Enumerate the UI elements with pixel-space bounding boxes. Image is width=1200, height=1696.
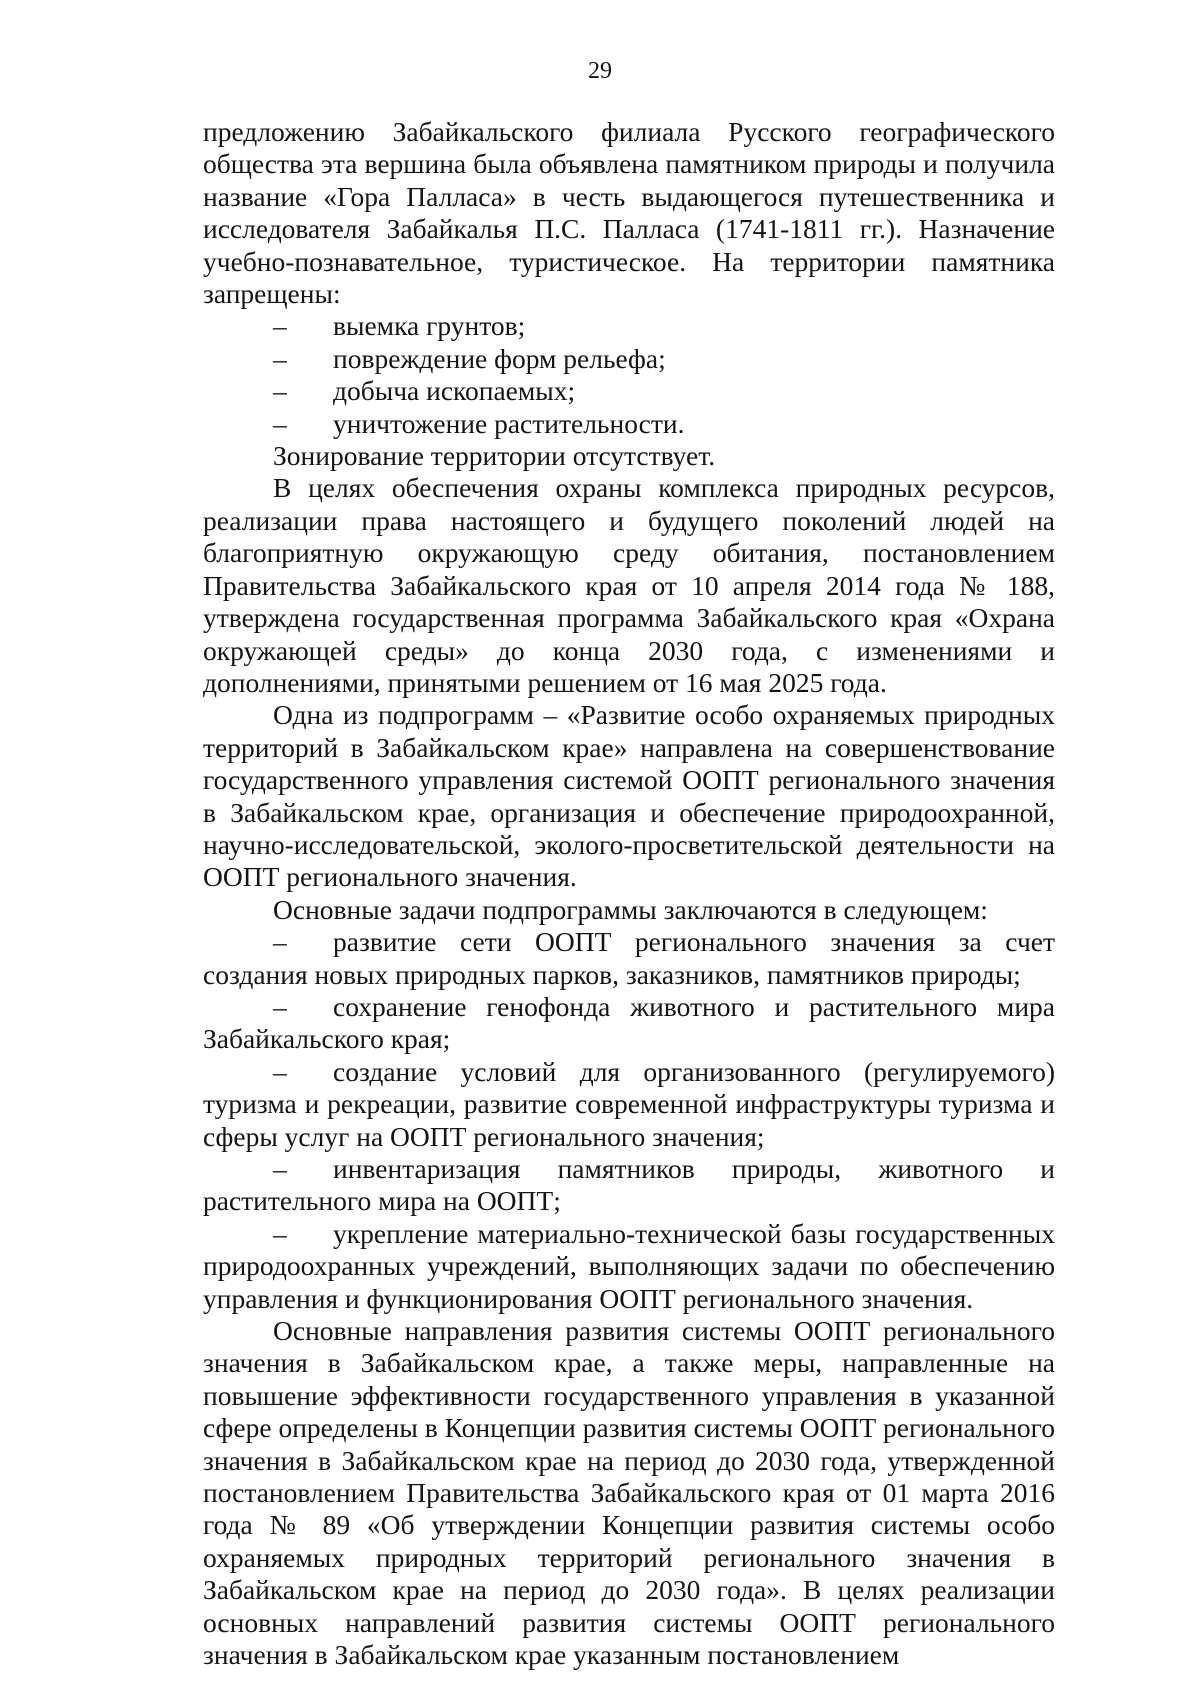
list-item-text: уничтожение растительности. — [333, 407, 685, 439]
list-item — [203, 408, 1055, 440]
list-item-text: создание условий для организованного (регулируемого) туризма и рекреации, развитие современной инфраструктуры туризма и сферы услуг на ООПТ регионального значения; — [203, 1055, 1055, 1152]
list-item-text: повреждение форм рельефа; — [333, 342, 666, 374]
list-item — [203, 1056, 1055, 1153]
paragraph: Одна из подпрограмм – «Развитие особо охраняемых природных территорий в Забайкальском крае» направлена на совершенствование государственного управления системой ООПТ регионального значения в Забайкальском крае, организация и обеспечение природоохранной, научно-исследовательской, эколого-просветительской деятельности на ООПТ регионального значения. — [203, 699, 1055, 893]
document-body — [203, 116, 1055, 1672]
paragraph: Основные задачи подпрограммы заключаются в следующем: — [273, 893, 988, 925]
list-dash: – — [273, 342, 287, 374]
list-dash: – — [273, 990, 287, 1022]
list-item-text: выемка грунтов; — [333, 310, 526, 342]
paragraph: В целях обеспечения охраны комплекса природных ресурсов, реализации права настоящего и будущего поколений людей на благоприятную окружающую среду обитания, постановлением Правительства Забайкальского края от 10 апреля 2014 года № 188, утверждена государственная программа Забайкальского края «Охрана окружающей среды» до конца 2030 года, с изменениями и дополнениями, принятыми решением от 16 мая 2025 года. — [203, 472, 1055, 698]
list-dash: – — [273, 926, 287, 958]
page-number: 29 — [588, 58, 612, 84]
list-item-text: инвентаризация памятников природы, животного и растительного мира на ООПТ; — [203, 1153, 1055, 1217]
list-item — [203, 375, 1055, 407]
list-item — [203, 991, 1055, 1056]
list-dash: – — [273, 1217, 287, 1249]
paragraph: Зонирование территории отсутствует. — [273, 440, 716, 472]
list-dash: – — [273, 1055, 287, 1087]
list-item-text: развитие сети ООПТ регионального значения за счет создания новых природных парков, заказников, памятников природы; — [203, 926, 1055, 990]
list-item-text: добыча ископаемых; — [333, 375, 576, 407]
list-dash: – — [273, 407, 287, 439]
list-dash: – — [273, 1153, 287, 1184]
list-item — [203, 310, 1055, 342]
list-item — [203, 343, 1055, 375]
list-item — [203, 926, 1055, 991]
list-item — [203, 1153, 1055, 1218]
paragraph: Основные направления развития системы ООПТ регионального значения в Забайкальском крае, а также меры, направленные на повышение эффективности государственного управления в указанной сфере определены в Концепции развития системы ООПТ регионального значения в Забайкальском крае на период до 2030 года, утвержденной постановлением Правительства Забайкальского края от 01 марта 2016 года № 89 «Об утверждении Концепции развития системы особо охраняемых природных территорий регионального значения в Забайкальском крае на период до 2030 года». В целях реализации основных направлений развития системы ООПТ регионального значения в Забайкальском крае указанным постановлением — [203, 1315, 1055, 1671]
list-item-text: сохранение генофонда животного и растительного мира Забайкальского края; — [203, 990, 1055, 1055]
list-dash: – — [273, 310, 287, 342]
list-item-text: укрепление материально-технической базы государственных природоохранных учреждений, выполняющих задачи по обеспечению управления и функционирования ООПТ регионального значения. — [203, 1217, 1055, 1314]
paragraph: предложению Забайкальского филиала Русского географического общества эта вершина была объявлена памятником природы и получила название «Гора Палласа» в честь выдающегося путешественника и исследователя Забайкалья П.С. Палласа (1741-1811 гг.). Назначение учебно-познавательное, туристическое. На территории памятника запрещены: — [203, 116, 1055, 310]
list-item — [203, 1218, 1055, 1315]
list-dash: – — [273, 375, 287, 407]
